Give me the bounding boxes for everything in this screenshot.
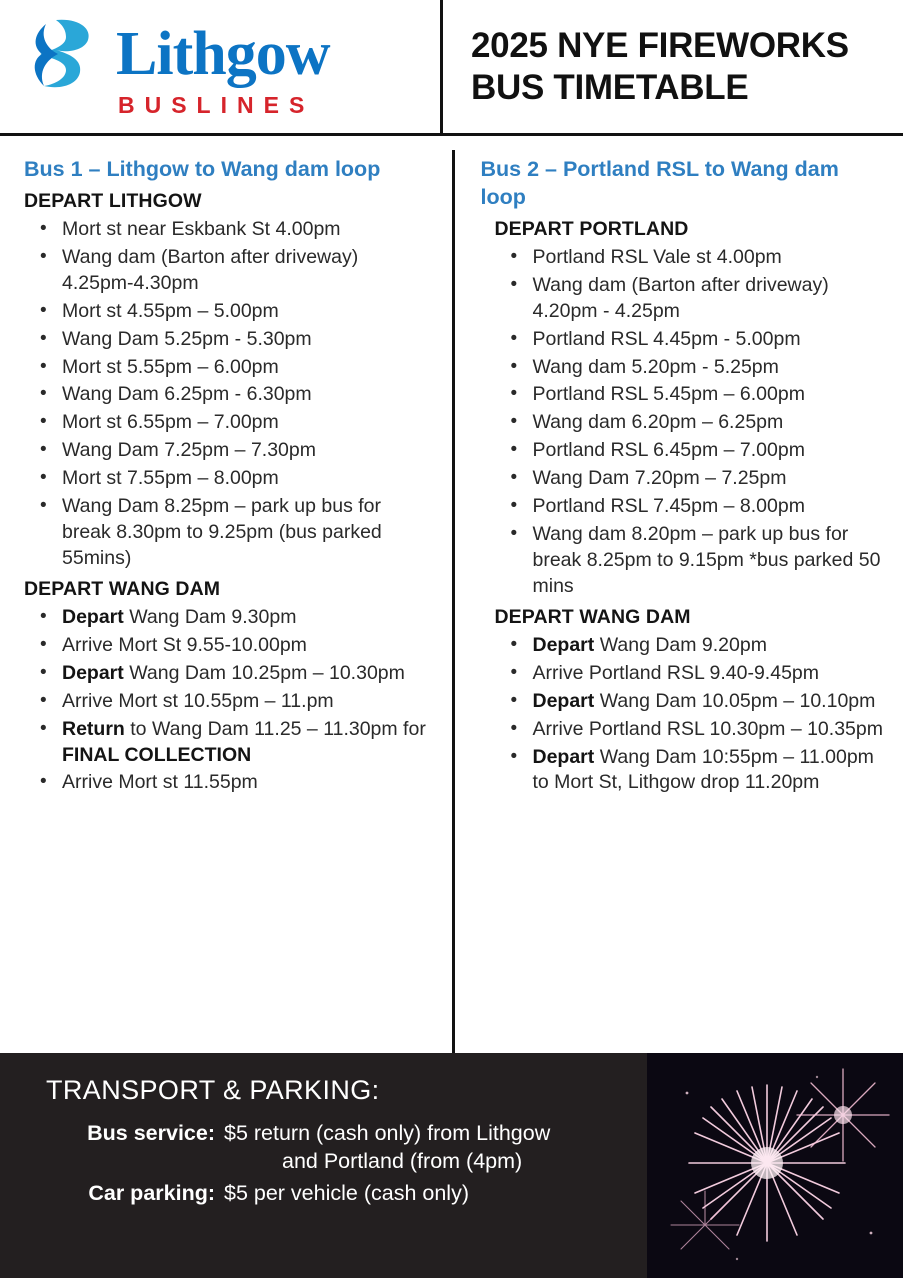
section-heading: DEPART PORTLAND [494, 217, 689, 240]
logo-subtext: BUSLINES [118, 92, 315, 118]
stop-item: • Wang Dam 6.25pm - 6.30pm [24, 382, 432, 408]
column-title: Bus 2 – Portland RSL to Wang dam loop [480, 157, 839, 209]
footer-row-value-line2: and Portland (from (4pm) [282, 1148, 523, 1173]
stop-text: Arrive Portland RSL 9.40-9.45pm [532, 661, 820, 684]
stop-item [24, 770, 432, 796]
footer-title: TRANSPORT & PARKING: [46, 1075, 380, 1105]
section-heading: DEPART WANG DAM [24, 577, 221, 600]
stop-item: • Mort st 4.55pm – 5.00pm [24, 299, 432, 325]
title-line-1: 2025 NYE FIREWORKS [471, 26, 849, 66]
stop-item: • Wang dam (Barton after driveway) 4.25pm-4.30pm [24, 245, 432, 297]
footer-row [46, 1180, 647, 1208]
stop-list [481, 633, 884, 797]
logo-wordmark: Lithgow [116, 19, 330, 88]
footer-row-value [224, 1120, 647, 1175]
section-heading: DEPART WANG DAM [494, 605, 691, 628]
stop-item [24, 605, 432, 631]
stop-item [481, 745, 884, 797]
stop-item: • Wang Dam 8.25pm – park up bus for break 8.30pm to 9.25pm (bus parked 55mins) [24, 494, 432, 572]
section-heading: DEPART LITHGOW [24, 189, 202, 212]
footer-row-value [224, 1180, 647, 1208]
stop-text: Wang Dam 10.25pm – 10.30pm [123, 661, 405, 684]
footer-row-value-line1: $5 per vehicle (cash only) [224, 1181, 469, 1206]
stop-item [24, 689, 432, 715]
stop-text: Arrive Mort St 9.55-10.00pm [62, 633, 307, 656]
stop-item: • Mort st 5.55pm – 6.00pm [24, 355, 432, 381]
stop-item: • Wang dam 6.20pm – 6.25pm [481, 410, 884, 436]
stop-list [481, 245, 884, 600]
stop-text: Arrive Mort st 11.55pm [62, 771, 258, 794]
stop-text: Wang Dam 10:55pm – 11.00pm to Mort St, Lithgow drop 11.20pm [532, 745, 874, 794]
stop-item: • Portland RSL 6.45pm – 7.00pm [481, 438, 884, 464]
footer-row-label: Bus service: [87, 1121, 215, 1145]
footer-row-value-line1: $5 return (cash only) from Lithgow [224, 1121, 551, 1145]
stop-text: Arrive Portland RSL 10.30pm – 10.35pm [532, 717, 883, 740]
stop-item: • Wang dam 5.20pm - 5.25pm [481, 355, 884, 381]
column-title: Bus 1 – Lithgow to Wang dam loop [24, 157, 381, 181]
swoosh-logo-icon [26, 14, 110, 94]
emphasis-text: Depart [62, 605, 124, 628]
stop-item [24, 717, 432, 769]
footer-row-label: Car parking: [88, 1181, 215, 1206]
stop-text: Arrive Mort st 10.55pm – 11.pm [62, 689, 334, 712]
stop-list [24, 605, 432, 796]
stop-item: • Portland RSL 4.45pm - 5.00pm [481, 327, 884, 353]
emphasis-text: Depart [62, 661, 124, 684]
stop-item: • Wang Dam 7.20pm – 7.25pm [481, 466, 884, 492]
title-line-2: BUS TIMETABLE [471, 67, 749, 107]
stop-text: Wang Dam 9.20pm [594, 633, 767, 656]
stop-item: • Mort st 7.55pm – 8.00pm [24, 466, 432, 492]
stop-item [481, 633, 884, 659]
stop-item [24, 661, 432, 687]
footer-rows [46, 1120, 647, 1208]
stop-item: • Wang Dam 5.25pm - 5.30pm [24, 327, 432, 353]
emphasis-text: Return [62, 717, 125, 740]
stop-item: • Wang Dam 7.25pm – 7.30pm [24, 438, 432, 464]
stop-item: • Portland RSL Vale st 4.00pm [481, 245, 884, 271]
footer-text [0, 1053, 647, 1278]
fireworks-photo [647, 1053, 903, 1278]
timetable-columns [0, 136, 903, 1053]
stop-item: • Wang dam (Barton after driveway) 4.20pm - 4.25pm [481, 273, 884, 325]
stop-item: • Portland RSL 5.45pm – 6.00pm [481, 382, 884, 408]
stop-list [24, 217, 432, 572]
stop-item: • Wang dam 8.20pm – park up bus for break 8.25pm to 9.15pm *bus parked 50 mins [481, 522, 884, 600]
stop-text: to Wang Dam 11.25 – 11.30pm for [124, 717, 426, 740]
header [0, 0, 903, 136]
stop-item [481, 661, 884, 687]
page-title [440, 0, 903, 133]
stop-item [24, 633, 432, 659]
emphasis-text: FINAL COLLECTION [62, 743, 252, 766]
stop-text: Wang Dam 10.05pm – 10.10pm [594, 689, 876, 712]
stop-item: • Mort st near Eskbank St 4.00pm [24, 217, 432, 243]
stop-item: • Mort st 6.55pm – 7.00pm [24, 410, 432, 436]
stop-text: Wang Dam 9.30pm [123, 605, 297, 628]
brand-logo [0, 0, 440, 133]
emphasis-text: Depart [532, 633, 595, 656]
stop-item [481, 689, 884, 715]
footer-transport-parking [0, 1053, 903, 1278]
bus-1-column [0, 150, 452, 1053]
footer-row [46, 1120, 647, 1175]
stop-item [481, 717, 884, 743]
bus-2-column [452, 150, 903, 1053]
emphasis-text: Depart [532, 689, 595, 712]
stop-item: • Portland RSL 7.45pm – 8.00pm [481, 494, 884, 520]
emphasis-text: Depart [532, 745, 595, 768]
